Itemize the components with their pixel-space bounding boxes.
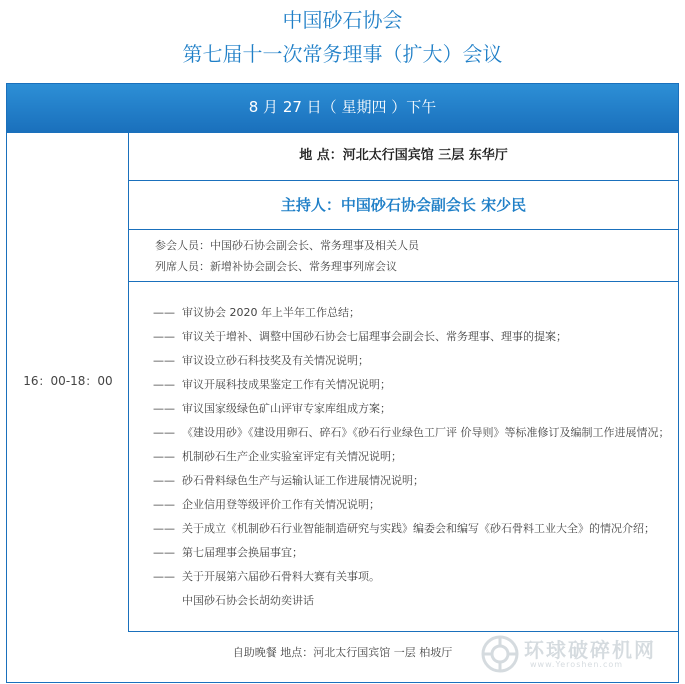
watermark-text: 环球破碎机网 — [524, 638, 656, 662]
agenda-item: —— 第七届理事会换届事宜； — [153, 541, 670, 565]
host-row — [129, 181, 678, 230]
agenda-item: —— 审议协会 2020 年上半年工作总结； — [153, 301, 670, 325]
agenda-list — [153, 301, 670, 613]
agenda-item: —— 审议开展科技成果鉴定工作有关情况说明； — [153, 373, 670, 397]
agenda-dash: —— — [153, 498, 175, 511]
day-header: 8 月 27 日（ 星期四 ）下午 — [7, 84, 678, 133]
agenda-dash: —— — [153, 522, 175, 535]
agenda-item: —— 砂石骨料绿色生产与运输认证工作进展情况说明； — [153, 469, 670, 493]
agenda-row — [129, 282, 678, 632]
agenda-dash: —— — [153, 570, 175, 583]
agenda-item: —— 关于成立《机制砂石行业智能制造研究与实践》编委会和编写《砂石骨料工业大全》的情况介绍； — [153, 517, 670, 541]
conference-meeting-title: 第七届十一次常务理事（扩大）会议 — [182, 42, 503, 66]
attendees-row — [129, 230, 678, 282]
session-time: 16：00-18：00 — [23, 374, 113, 388]
agenda-dash: —— — [153, 402, 175, 415]
agenda-item: —— 机制砂石生产企业实验室评定有关情况说明； — [153, 445, 670, 469]
conference-org-title: 中国砂石协会 — [282, 8, 403, 32]
watermark-url: www.Yeroshen.com — [530, 660, 624, 669]
time-column — [7, 132, 129, 632]
agenda-item: —— 审议关于增补、调整中国砂石协会七届理事会副会长、常务理事、理事的提案； — [153, 325, 670, 349]
agenda-item: —— 审议国家级绿色矿山评审专家库组成方案； — [153, 397, 670, 421]
agenda-dash: —— — [153, 306, 175, 319]
agenda-item: —— 《建设用砂》《建设用卵石、碎石》《砂石行业绿色工厂评 价导则》等标准修订及编制工作进展情况； — [153, 421, 670, 445]
agenda-dash: —— — [153, 426, 175, 439]
agenda-dash: —— — [153, 378, 175, 391]
agenda-item: —— 审议设立砂石科技奖及有关情况说明； — [153, 349, 670, 373]
speech-item: 中国砂石协会长胡幼奕讲话 — [182, 594, 314, 607]
host-text: 主持人：中国砂石协会副会长 宋少民 — [280, 196, 527, 214]
agenda-dash: —— — [153, 354, 175, 367]
watermark — [478, 630, 678, 678]
attendees-text: 参会人员：中国砂石协会副会长、常务理事及相关人员 — [155, 239, 419, 252]
agenda-item: —— 关于开展第六届砂石骨料大赛有关事项。 — [153, 565, 670, 589]
location-text: 地 点：河北太行国宾馆 三层 东华厅 — [299, 148, 508, 163]
dinner-info: 自助晚餐 地点：河北太行国宾馆 一层 柏坡厅 — [232, 646, 453, 659]
agenda-item: —— 企业信用登等级评价工作有关情况说明； — [153, 493, 670, 517]
observers-text: 列席人员：新增补协会副会长、常务理事列席会议 — [155, 260, 397, 273]
agenda-dash: —— — [153, 330, 175, 343]
schedule-table — [6, 83, 679, 683]
watermark-logo-icon — [480, 634, 520, 674]
agenda-dash: —— — [153, 546, 175, 559]
agenda-dash: —— — [153, 450, 175, 463]
agenda-dash: —— — [153, 474, 175, 487]
location-row — [129, 132, 678, 181]
